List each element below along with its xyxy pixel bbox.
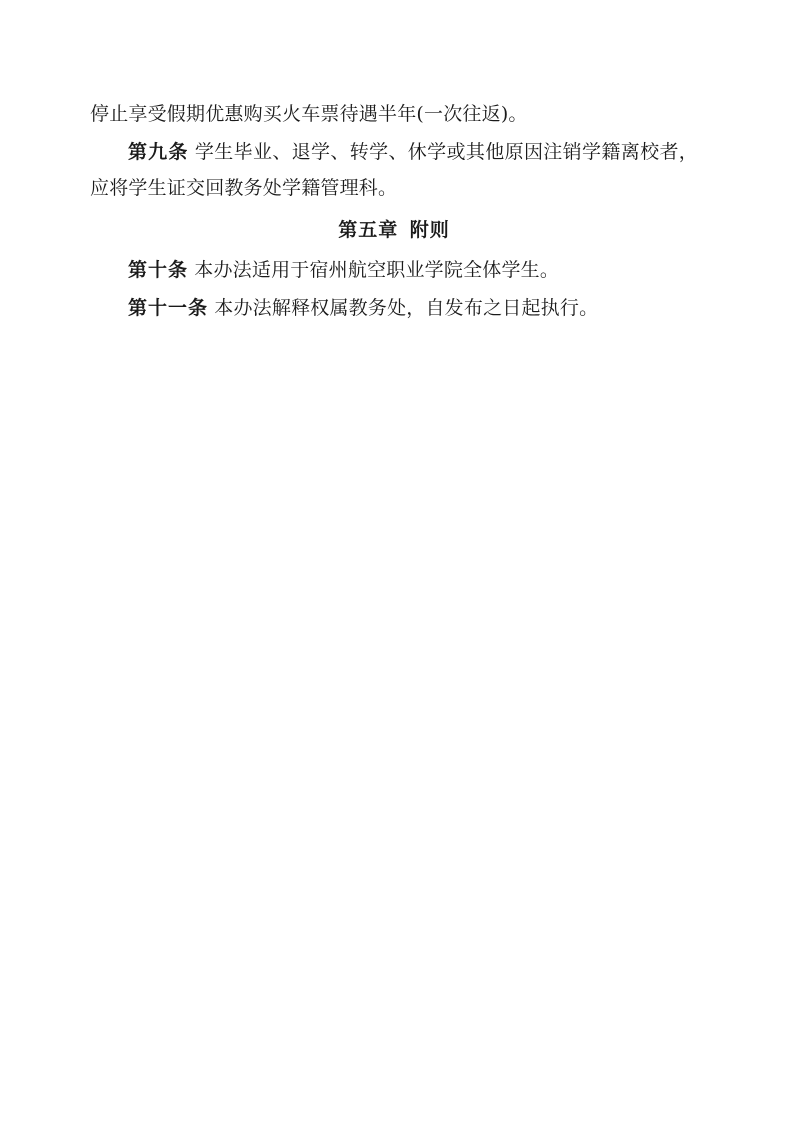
chapter-title: 附则 — [409, 219, 450, 242]
article-label: 第十一条 — [128, 297, 209, 320]
chapter-number: 第五章 — [338, 219, 399, 242]
paragraph-article-10 — [90, 252, 698, 288]
chapter-heading — [90, 212, 698, 248]
article-label: 第十条 — [128, 259, 189, 282]
paragraph-article-11 — [90, 290, 698, 326]
article-label: 第九条 — [128, 141, 189, 164]
paragraph-text: 本办法解释权属教务处，自发布之日起执行。 — [214, 297, 599, 320]
document-body — [90, 96, 698, 327]
paragraph-continuation — [90, 96, 698, 132]
paragraph-text: 本办法适用于宿州航空职业学院全体学生。 — [194, 259, 560, 282]
paragraph-article-9 — [90, 134, 698, 206]
paragraph-text: 停止享受假期优惠购买火车票待遇半年(一次往返)。 — [90, 103, 528, 125]
paragraph-text: 学生毕业、退学、转学、休学或其他原因注销学籍离校者，应将学生证交回教务处学籍管理科。 — [90, 141, 698, 200]
